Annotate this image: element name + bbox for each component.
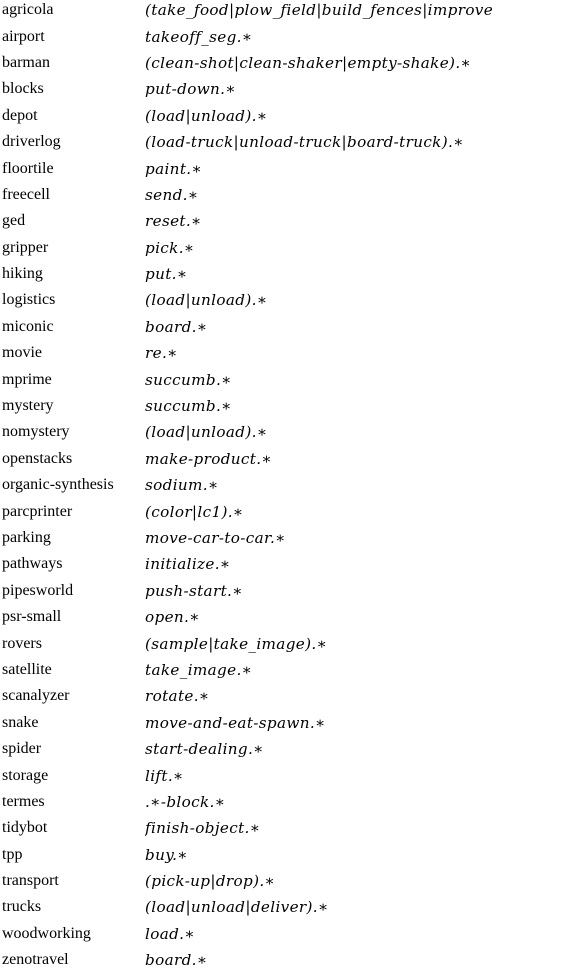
- domain-name: organic-synthesis: [2, 476, 114, 494]
- domain-name: rovers: [2, 634, 42, 652]
- table-row: [2, 366, 584, 392]
- domain-name: tpp: [2, 845, 23, 863]
- action-pattern: (take_food|plow_field|build_fences|improve: [145, 1, 494, 20]
- table-row: [2, 789, 584, 815]
- action-pattern: start-dealing.∗: [145, 740, 264, 759]
- domain-name: ged: [2, 212, 26, 230]
- domain-name: logistics: [2, 291, 56, 309]
- action-pattern: (load|unload).∗: [145, 106, 268, 125]
- table-row: [2, 762, 584, 788]
- table-row: [2, 314, 584, 340]
- action-pattern: (load-truck|unload-truck|board-truck).∗: [145, 133, 464, 152]
- action-pattern: (pick-up|drop).∗: [145, 872, 276, 891]
- table-row: [2, 182, 584, 208]
- domain-name: psr-small: [2, 608, 62, 626]
- domain-name: parking: [2, 529, 51, 546]
- table-row: [2, 551, 584, 577]
- domain-name: barman: [2, 53, 50, 71]
- domain-name: satellite: [2, 660, 52, 678]
- table-row: [2, 657, 584, 683]
- action-pattern: pick.∗: [145, 238, 195, 257]
- domain-name: miconic: [2, 317, 54, 335]
- action-pattern: (color|lc1).∗: [145, 502, 244, 521]
- action-pattern: takeoff_seg.∗: [145, 27, 253, 46]
- table-row: [2, 710, 584, 736]
- action-pattern: take_image.∗: [145, 660, 253, 679]
- table-row: [2, 0, 584, 23]
- table-row: [2, 472, 584, 498]
- domain-pattern-table: [2, 0, 584, 973]
- action-pattern: board.∗: [145, 317, 208, 336]
- action-pattern: lift.∗: [145, 766, 184, 785]
- domain-name: mprime: [2, 370, 52, 388]
- domain-name: blocks: [2, 80, 44, 98]
- domain-name: spider: [2, 740, 42, 758]
- domain-name: termes: [2, 792, 45, 810]
- domain-name: storage: [2, 766, 49, 784]
- table-row: [2, 604, 584, 630]
- action-pattern: succumb.∗: [145, 397, 232, 416]
- domain-name: floortile: [2, 159, 54, 177]
- action-pattern: initialize.∗: [145, 555, 231, 574]
- table-row: [2, 683, 584, 709]
- action-pattern: sodium.∗: [145, 476, 219, 495]
- action-pattern: move-and-eat-spawn.∗: [145, 713, 326, 732]
- action-pattern: send.∗: [145, 185, 199, 204]
- action-pattern: make-product.∗: [145, 449, 273, 468]
- table-row: [2, 446, 584, 472]
- table-row: [2, 578, 584, 604]
- table-row: [2, 842, 584, 868]
- action-pattern: put.∗: [145, 265, 188, 284]
- domain-name: pathways: [2, 555, 63, 573]
- table-row: [2, 419, 584, 445]
- table-row: [2, 103, 584, 129]
- domain-name: hiking: [2, 265, 43, 283]
- table-row: [2, 76, 584, 102]
- table-row: [2, 525, 584, 551]
- table-row: [2, 340, 584, 366]
- table-row: [2, 235, 584, 261]
- table-row: [2, 921, 584, 947]
- action-pattern: push-start.∗: [145, 581, 243, 600]
- action-pattern: put-down.∗: [145, 80, 237, 99]
- action-pattern: reset.∗: [145, 212, 202, 231]
- domain-name: gripper: [2, 238, 49, 256]
- table-row: [2, 261, 584, 287]
- action-pattern: load.∗: [145, 924, 196, 943]
- domain-name: parcprinter: [2, 502, 73, 520]
- table-row: [2, 630, 584, 656]
- domain-name: pipesworld: [2, 581, 74, 599]
- table-row: [2, 50, 584, 76]
- action-pattern: open.∗: [145, 608, 200, 627]
- domain-name: mystery: [2, 397, 54, 415]
- action-pattern: board.∗: [145, 951, 208, 970]
- action-pattern: finish-object.∗: [145, 819, 261, 838]
- domain-name: snake: [2, 713, 39, 731]
- table-row: [2, 736, 584, 762]
- domain-name: driverlog: [2, 133, 61, 151]
- table-row: [2, 129, 584, 155]
- domain-name: transport: [2, 872, 59, 890]
- action-pattern: re.∗: [145, 344, 178, 363]
- table-row: [2, 208, 584, 234]
- domain-name: tidybot: [2, 819, 48, 837]
- table-row: [2, 868, 584, 894]
- table-row: [2, 894, 584, 920]
- action-pattern: (load|unload).∗: [145, 291, 268, 310]
- action-pattern: (load|unload|deliver).∗: [145, 898, 329, 917]
- table-row: [2, 498, 584, 524]
- action-pattern: (load|unload).∗: [145, 423, 268, 442]
- action-pattern: (sample|take_image).∗: [145, 634, 328, 653]
- table-row: [2, 155, 584, 181]
- action-pattern: .∗-block.∗: [145, 792, 226, 811]
- table-row: [2, 393, 584, 419]
- domain-name: scanalyzer: [2, 687, 70, 705]
- domain-name: freecell: [2, 185, 50, 203]
- action-pattern: paint.∗: [145, 159, 203, 178]
- domain-name: agricola: [2, 1, 54, 19]
- domain-name: zenotravel: [2, 951, 69, 969]
- action-pattern: rotate.∗: [145, 687, 210, 706]
- action-pattern: (clean-shot|clean-shaker|empty-shake).∗: [145, 53, 472, 72]
- table-row: [2, 815, 584, 841]
- domain-name: movie: [2, 344, 42, 362]
- domain-name: openstacks: [2, 449, 73, 467]
- action-pattern: move-car-to-car.∗: [145, 529, 286, 547]
- action-pattern: buy.∗: [145, 845, 188, 864]
- domain-name: trucks: [2, 898, 42, 916]
- action-pattern: succumb.∗: [145, 370, 232, 389]
- domain-name: airport: [2, 27, 45, 45]
- table-row: [2, 947, 584, 973]
- domain-name: nomystery: [2, 423, 70, 441]
- table-row: [2, 287, 584, 313]
- domain-name: woodworking: [2, 924, 91, 942]
- table-row: [2, 23, 584, 49]
- domain-name: depot: [2, 106, 38, 124]
